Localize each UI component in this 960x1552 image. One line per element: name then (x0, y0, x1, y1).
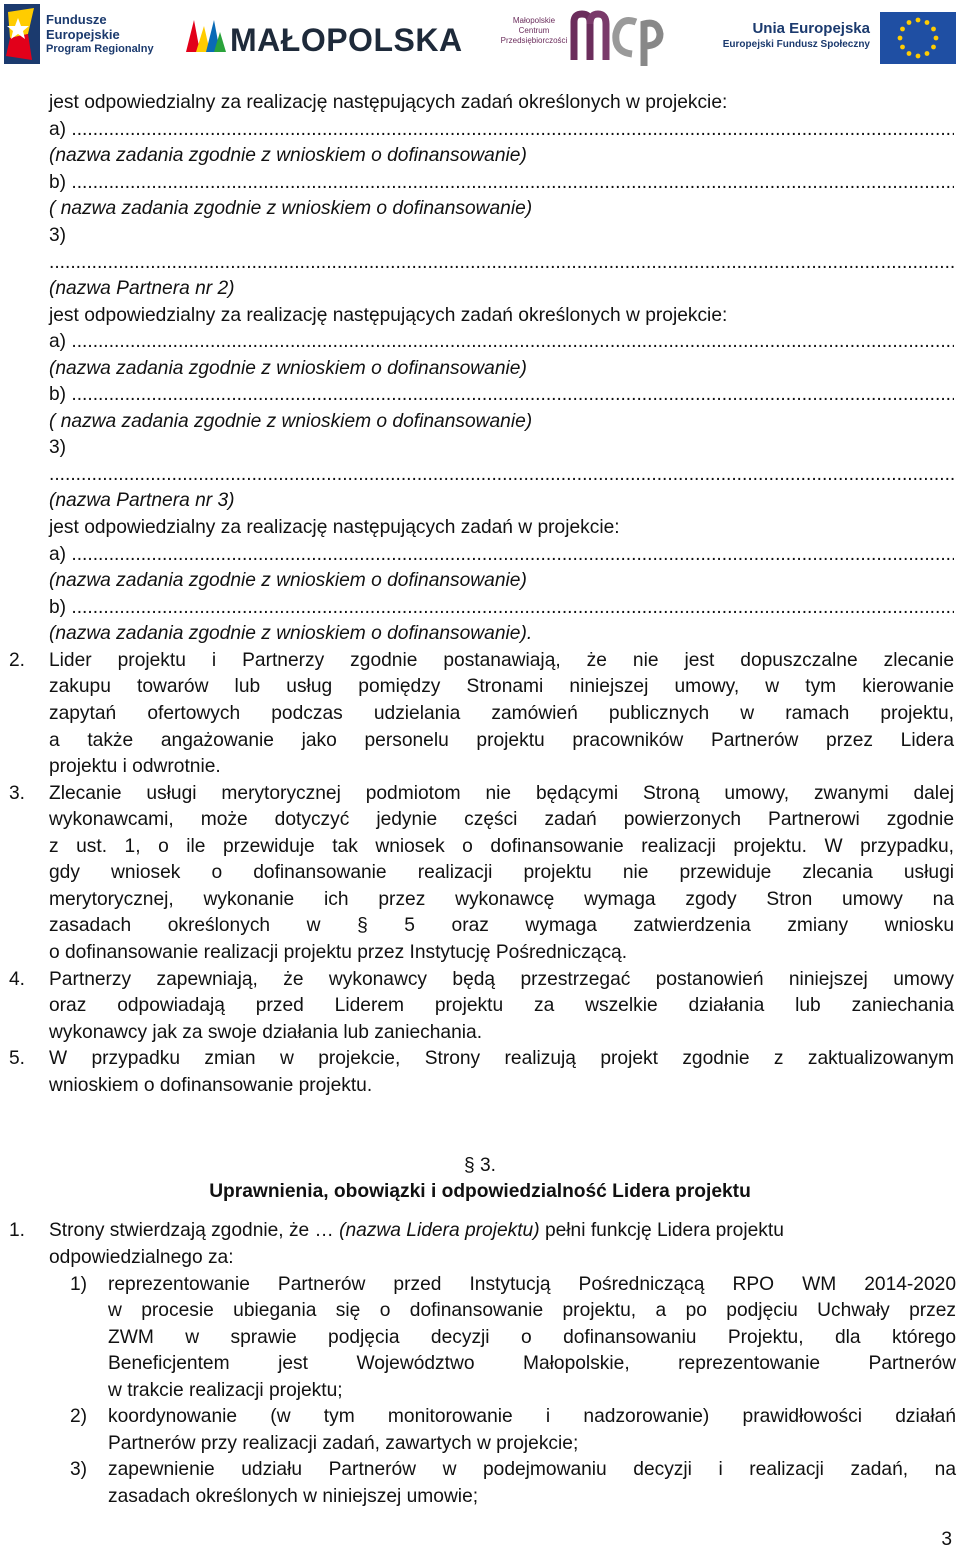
partner2-name: (nazwa Partnera nr 2) (49, 278, 235, 299)
partner3-name: (nazwa Partnera nr 3) (49, 490, 235, 511)
item-2-number: 2) (70, 1406, 88, 1427)
point-4-line: wykonawcy jak za swoje działania lub zaniechania. (49, 1022, 483, 1043)
point-2-line: zakupu towarów lub usług pomiędzy Stronami niniejszej umowy, w tym kierowanie (49, 676, 954, 697)
point-4-line: oraz odpowiadają przed Liderem projektu za wszelkie działania lub zaniechania (49, 995, 954, 1016)
section-point-1-number: 1. (9, 1220, 26, 1241)
point-5-line: W przypadku zmian w projekcie, Strony realizują projekt zgodnie z zaktualizowanym (49, 1048, 954, 1069)
partner3-task-a-note: (nazwa zadania zgodnie z wnioskiem o dofinansowanie) (49, 570, 527, 591)
partner3-task-b: b) ..... (49, 596, 954, 620)
item-1-line: w procesie ubiegania się o dofinansowanie projektu, a po podjęciu Uchwały przez (108, 1300, 956, 1321)
point-4-line: Partnerzy zapewniają, że wykonawcy będą przestrzegać postanowień niniejszej umowy (49, 969, 954, 990)
unia-europejska-text: Unia Europejska Europejski Fundusz Społeczny (722, 20, 870, 50)
point-4-number: 4. (9, 969, 26, 990)
mcp-logo (498, 6, 668, 68)
partner1-task-a: a) ..... (49, 118, 954, 142)
point-3-line: zasadach określonych w § 5 oraz wymaga zatwierdzenia zmiany wniosku (49, 915, 954, 936)
partner3-name-dots (49, 463, 954, 487)
unia-europejska-logo (722, 4, 958, 64)
point-2-number: 2. (9, 650, 26, 671)
item-1-number: 1) (70, 1274, 88, 1295)
point-2-line: projektu i odwrotnie. (49, 756, 221, 777)
point-5-number: 5. (9, 1048, 26, 1069)
fundusze-europejskie-text: Fundusze Europejskie Program Regionalny (46, 12, 154, 55)
item-3-line: zapewnienie udziału Partnerów w podejmowaniu decyzji i realizacji zadań, na (108, 1459, 956, 1480)
point-3-line: o dofinansowanie realizacji projektu przez Instytucję Pośredniczącą. (49, 942, 628, 963)
partner2-task-b: b) ..... (49, 383, 954, 407)
mcp-text: Małopolskie Centrum Przedsiębiorczości (500, 16, 568, 45)
fundusze-europejskie-emblem-icon (4, 4, 40, 64)
malopolska-text: MAŁOPOLSKA (230, 22, 463, 58)
partner1-task-a-note: (nazwa zadania zgodnie z wnioskiem o dofinansowanie) (49, 145, 527, 166)
section-number: § 3. (463, 1155, 496, 1176)
section-title: Uprawnienia, obowiązki i odpowiedzialność Lidera projektu (209, 1181, 751, 1202)
item-2-line: koordynowanie (w tym monitorowanie i nadzorowanie) prawidłowości działań (108, 1406, 956, 1427)
partner2-name-dots (49, 251, 954, 275)
partner2-task-3: 3) (49, 437, 67, 458)
point-3-line: wykonawcami, może dotyczyć jedynie części zadań powierzonych Partnerowi zgodnie (49, 809, 954, 830)
partner1-task-3: 3) (49, 225, 67, 246)
logo-bar (0, 0, 960, 70)
item-2-line: Partnerów przy realizacji zadań, zawartych w projekcie; (108, 1433, 579, 1454)
mcp-emblem-icon (570, 10, 666, 68)
item-3-line: zasadach określonych w niniejszej umowie; (108, 1486, 479, 1507)
item-3-number: 3) (70, 1459, 88, 1480)
item-1-line: Beneficjentem jest Województwo Małopolskie, reprezentowanie Partnerów (108, 1353, 956, 1374)
point-2-line: a także angażowanie jako personelu projektu pracowników Partnerów przez Lidera (49, 730, 954, 751)
partner2-task-a: a) ..... (49, 330, 954, 354)
point-2-line: Lider projektu i Partnerzy zgodnie postanawiają, że nie jest dopuszczalne zlecanie (49, 650, 954, 671)
fundusze-europejskie-logo (4, 4, 154, 64)
item-1-line: reprezentowanie Partnerów przed Instytucją Pośredniczącą RPO WM 2014-2020 (108, 1274, 956, 1295)
section-point-1-line: odpowiedzialnego za: (49, 1247, 234, 1268)
partner2-tasks-label: jest odpowiedzialny za realizację następujących zadań określonych w projekcie: (49, 305, 728, 326)
partner3-tasks-label: jest odpowiedzialny za realizację następujących zadań w projekcie: (49, 517, 620, 538)
point-5-line: wnioskiem o dofinansowanie projektu. (49, 1075, 373, 1096)
point-2-line: zapytań ofertowych podczas udzielania zamówień publicznych w ramach projektu, (49, 703, 954, 724)
item-1-line: w trakcie realizacji projektu; (108, 1380, 343, 1401)
partner2-task-a-note: (nazwa zadania zgodnie z wnioskiem o dofinansowanie) (49, 358, 527, 379)
partner1-task-b-note: ( nazwa zadania zgodnie z wnioskiem o dofinansowanie) (49, 198, 533, 219)
partner2-task-b-note: ( nazwa zadania zgodnie z wnioskiem o dofinansowanie) (49, 411, 533, 432)
point-3-line: merytorycznej, wykonanie ich przez wykonawcę wymaga zgody Stron umowy na (49, 889, 954, 910)
point-3-number: 3. (9, 783, 26, 804)
point-3-line: gdy wniosek o dofinansowanie realizacji projektu nie przewiduje zlecania usługi (49, 862, 954, 883)
item-1-line: ZWM w sprawie podjęcia decyzji o dofinansowaniu Projektu, dla którego (108, 1327, 956, 1348)
section-point-1-line: Strony stwierdzają zgodnie, że … (nazwa Lidera projektu) pełni funkcję Lidera projektu (49, 1220, 784, 1241)
partner3-task-a: a) ..... (49, 543, 954, 567)
partner3-task-b-note: (nazwa zadania zgodnie z wnioskiem o dofinansowanie). (49, 623, 533, 644)
eu-flag-icon (880, 12, 956, 64)
page-number: 3 (941, 1529, 952, 1550)
partner1-tasks-label: jest odpowiedzialny za realizację następujących zadań określonych w projekcie: (49, 92, 728, 113)
malopolska-logo (186, 10, 461, 58)
point-3-line: Zlecanie usługi merytorycznej podmiotom nie będącymi Stroną umowy, zwanymi dalej (49, 783, 954, 804)
partner1-task-b: b) ..... (49, 171, 954, 195)
malopolska-mountains-icon (186, 16, 226, 52)
point-3-line: z ust. 1, o ile przewiduje tak wniosek o dofinansowanie realizacji projektu. W przypadku, (49, 836, 954, 857)
